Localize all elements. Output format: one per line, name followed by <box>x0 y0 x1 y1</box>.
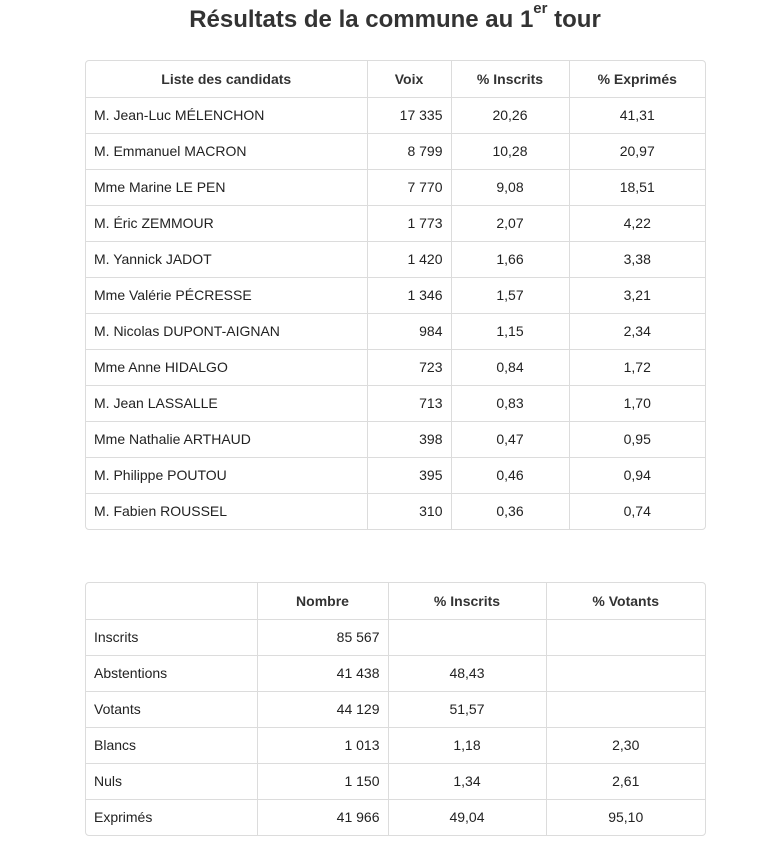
candidate-name: Mme Valérie PÉCRESSE <box>86 277 367 313</box>
totals-nombre: 1 150 <box>257 763 388 799</box>
totals-row <box>86 727 705 763</box>
totals-pct-inscrits: 49,04 <box>388 799 546 835</box>
candidate-pct-exprimes: 18,51 <box>569 169 705 205</box>
candidate-pct-exprimes: 20,97 <box>569 133 705 169</box>
candidates-table-body <box>86 97 705 529</box>
totals-pct-inscrits: 51,57 <box>388 691 546 727</box>
totals-label: Exprimés <box>86 799 257 835</box>
candidate-pct-inscrits: 1,15 <box>451 313 569 349</box>
candidate-pct-inscrits: 0,46 <box>451 457 569 493</box>
totals-row <box>86 763 705 799</box>
candidate-pct-inscrits: 10,28 <box>451 133 569 169</box>
candidate-row <box>86 349 705 385</box>
candidate-name: M. Éric ZEMMOUR <box>86 205 367 241</box>
totals-table-body <box>86 619 705 835</box>
candidate-pct-exprimes: 0,94 <box>569 457 705 493</box>
candidates-table <box>86 61 705 529</box>
candidate-pct-inscrits: 2,07 <box>451 205 569 241</box>
candidate-name: Mme Nathalie ARTHAUD <box>86 421 367 457</box>
totals-header-row <box>86 583 705 619</box>
candidate-voix: 713 <box>367 385 451 421</box>
totals-label: Nuls <box>86 763 257 799</box>
totals-pct-votants: 95,10 <box>608 809 644 826</box>
header-nombre: Nombre <box>257 583 388 619</box>
totals-label: Blancs <box>86 727 257 763</box>
candidate-pct-exprimes: 1,70 <box>569 385 705 421</box>
candidate-name: M. Philippe POUTOU <box>86 457 367 493</box>
page-title-superscript: er <box>533 0 548 17</box>
totals-label: Inscrits <box>86 619 257 655</box>
candidate-name: M. Emmanuel MACRON <box>86 133 367 169</box>
candidate-pct-inscrits: 20,26 <box>451 97 569 133</box>
totals-row <box>86 619 705 655</box>
totals-table <box>86 583 705 835</box>
candidate-pct-inscrits: 0,47 <box>451 421 569 457</box>
candidates-table-container <box>85 60 706 530</box>
totals-nombre: 41 966 <box>257 799 388 835</box>
totals-pct-inscrits: 1,34 <box>388 763 546 799</box>
candidate-voix: 723 <box>367 349 451 385</box>
candidate-row <box>86 169 705 205</box>
totals-pct-votants: 2,61 <box>546 763 705 799</box>
candidate-voix: 395 <box>367 457 451 493</box>
candidate-row <box>86 205 705 241</box>
candidate-pct-exprimes: 0,74 <box>623 503 651 520</box>
totals-pct-votants <box>546 619 705 655</box>
candidate-voix: 1 773 <box>367 205 451 241</box>
candidate-pct-exprimes: 41,31 <box>569 97 705 133</box>
candidate-pct-exprimes: 3,38 <box>569 241 705 277</box>
candidate-pct-exprimes: 1,72 <box>569 349 705 385</box>
candidate-voix: 7 770 <box>367 169 451 205</box>
page-title-prefix: Résultats de la commune au 1 <box>189 6 534 33</box>
totals-nombre: 1 013 <box>257 727 388 763</box>
candidate-row <box>86 277 705 313</box>
candidate-name: Mme Marine LE PEN <box>86 169 367 205</box>
candidate-pct-inscrits: 1,57 <box>451 277 569 313</box>
candidate-pct-inscrits: 9,08 <box>451 169 569 205</box>
candidate-pct-exprimes: 2,34 <box>569 313 705 349</box>
header-pct-inscrits: % Inscrits <box>451 61 569 97</box>
totals-row <box>86 691 705 727</box>
candidate-row <box>86 457 705 493</box>
candidate-row <box>86 97 705 133</box>
page-title <box>0 0 765 36</box>
candidate-pct-inscrits: 0,36 <box>451 493 569 529</box>
candidate-pct-inscrits: 0,84 <box>451 349 569 385</box>
candidate-name: Mme Anne HIDALGO <box>86 349 367 385</box>
header-pct-exprimes: % Exprimés <box>569 61 705 97</box>
candidate-pct-exprimes: 0,95 <box>569 421 705 457</box>
candidate-pct-exprimes: 4,22 <box>569 205 705 241</box>
totals-pct-inscrits: 1,18 <box>388 727 546 763</box>
totals-pct-inscrits <box>388 619 546 655</box>
totals-table-container <box>85 582 706 836</box>
totals-nombre: 41 438 <box>257 655 388 691</box>
totals-label: Abstentions <box>86 655 257 691</box>
candidate-voix: 984 <box>367 313 451 349</box>
candidate-pct-exprimes: 3,21 <box>569 277 705 313</box>
candidate-voix: 310 <box>367 493 451 529</box>
candidate-voix: 1 420 <box>367 241 451 277</box>
totals-pct-votants <box>546 691 705 727</box>
candidate-row <box>86 421 705 457</box>
candidate-voix: 8 799 <box>367 133 451 169</box>
totals-pct-inscrits: 48,43 <box>388 655 546 691</box>
candidate-row <box>86 241 705 277</box>
candidate-name: M. Jean LASSALLE <box>86 385 367 421</box>
totals-pct-votants <box>546 655 705 691</box>
candidate-voix: 398 <box>367 421 451 457</box>
candidate-row <box>86 385 705 421</box>
header-voix: Voix <box>367 61 451 97</box>
candidate-voix: 1 346 <box>367 277 451 313</box>
candidate-name: M. Yannick JADOT <box>86 241 367 277</box>
candidates-header-row <box>86 61 705 97</box>
totals-nombre: 44 129 <box>257 691 388 727</box>
candidate-row <box>86 133 705 169</box>
totals-row <box>86 655 705 691</box>
candidate-name: M. Nicolas DUPONT-AIGNAN <box>86 313 367 349</box>
totals-pct-votants: 2,30 <box>546 727 705 763</box>
totals-row <box>86 799 705 835</box>
totals-label: Votants <box>86 691 257 727</box>
candidate-name: M. Jean-Luc MÉLENCHON <box>86 97 367 133</box>
header-candidate-list: Liste des candidats <box>86 61 367 97</box>
header-pct-votants: % Votants <box>546 583 705 619</box>
candidate-pct-inscrits: 1,66 <box>451 241 569 277</box>
candidate-name: M. Fabien ROUSSEL <box>86 493 367 529</box>
candidate-row <box>86 313 705 349</box>
header-pct-inscrits: % Inscrits <box>388 583 546 619</box>
page-title-suffix: tour <box>547 6 601 33</box>
header-empty <box>86 583 257 619</box>
candidate-pct-inscrits: 0,83 <box>451 385 569 421</box>
candidate-row <box>86 493 705 529</box>
totals-nombre: 85 567 <box>257 619 388 655</box>
candidate-voix: 17 335 <box>367 97 451 133</box>
